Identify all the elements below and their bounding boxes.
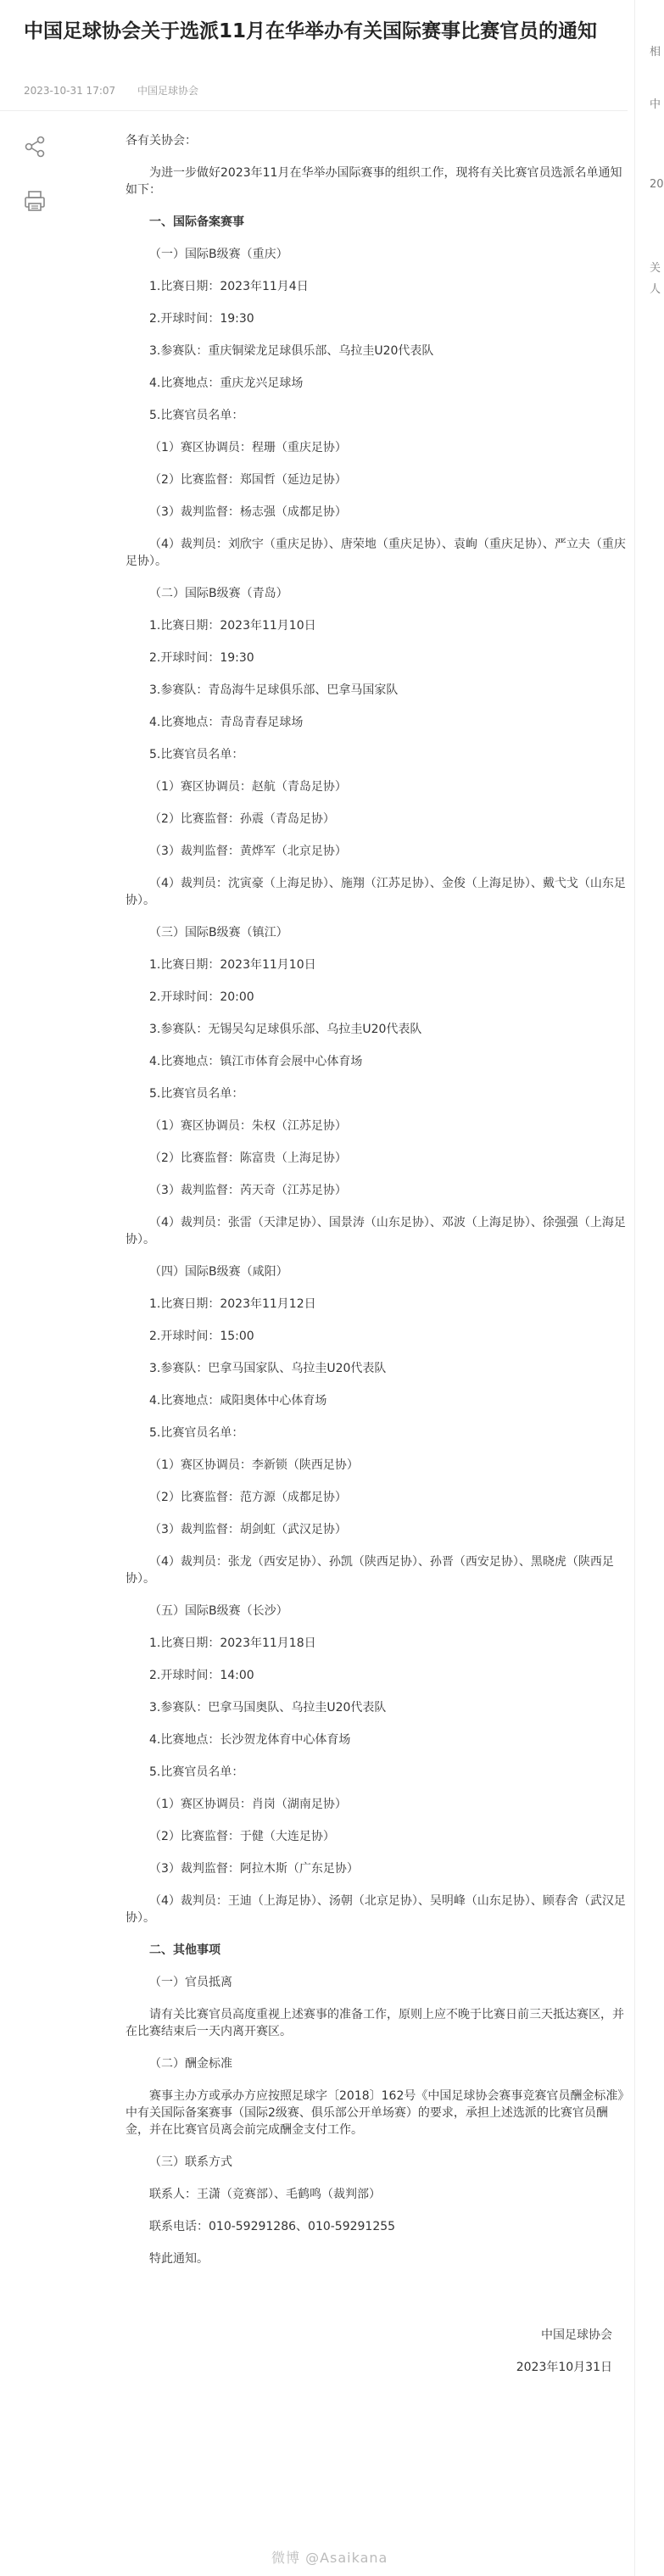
official-line: （1）赛区协调员：肖岗（湖南足协）	[149, 1798, 347, 1811]
match-detail: 1.比赛日期：2023年11月10日	[149, 958, 316, 972]
match-detail: 2.开球时间：19:30	[149, 312, 254, 326]
share-icon[interactable]	[22, 134, 47, 159]
sidebar-text[interactable]: 关	[650, 262, 661, 275]
official-line: （2）比赛监督：郑国哲（延边足协）	[149, 473, 347, 487]
match-detail: 5.比赛官员名单：	[149, 748, 244, 761]
sidebar-text[interactable]: 中	[650, 98, 661, 111]
subsection-heading: （二）酬金标准	[149, 2057, 232, 2071]
sidebar-text[interactable]: 20	[650, 178, 664, 191]
match-detail: 2.开球时间：19:30	[149, 651, 254, 665]
official-line: （4）裁判员：张雷（天津足协）、国景涛（山东足协）、邓波（上海足协）、徐强强（上海足协）。	[126, 1216, 626, 1246]
match-heading: （五）国际B级赛（长沙）	[149, 1604, 288, 1618]
article-title: 中国足球协会关于选派11月在华举办有关国际赛事比赛官员的通知	[24, 20, 598, 42]
match-detail: 5.比赛官员名单：	[149, 409, 244, 422]
match-detail: 2.开球时间：14:00	[149, 1669, 254, 1682]
official-line: （1）赛区协调员：程珊（重庆足协）	[149, 441, 347, 454]
article-meta	[24, 83, 217, 98]
match-heading: （四）国际B级赛（咸阳）	[149, 1265, 288, 1279]
official-line: （3）裁判监督：阿拉木斯（广东足协）	[149, 1862, 359, 1876]
contact-phone: 联系电话：010-59291286、010-59291255	[149, 2220, 396, 2233]
article-source[interactable]: 中国足球协会	[137, 85, 198, 97]
greeting: 各有关协会：	[126, 134, 197, 148]
official-line: （2）比赛监督：范方源（成都足协）	[149, 1491, 347, 1504]
section-heading: 一、国际备案赛事	[149, 215, 244, 229]
match-detail: 1.比赛日期：2023年11月12日	[149, 1297, 316, 1311]
match-detail: 4.比赛地点：咸阳奥体中心体育场	[149, 1394, 327, 1408]
signature-date: 2023年10月31日	[516, 2361, 612, 2374]
match-detail: 3.参赛队：重庆铜梁龙足球俱乐部、乌拉圭U20代表队	[149, 344, 434, 358]
signature: 中国足球协会	[541, 2328, 612, 2342]
official-line: （3）裁判监督：黄烨军（北京足协）	[149, 845, 347, 858]
publish-date: 2023-10-31 17:07	[24, 85, 116, 97]
match-detail: 1.比赛日期：2023年11月10日	[149, 619, 316, 633]
official-line: （1）赛区协调员：赵航（青岛足协）	[149, 780, 347, 794]
sidebar-text[interactable]: 人	[650, 283, 661, 296]
official-line: （4）裁判员：张龙（西安足协）、孙凯（陕西足协）、孙晋（西安足协）、黑晓虎（陕西足协）。	[126, 1555, 614, 1586]
official-line: （3）裁判监督：胡剑虹（武汉足协）	[149, 1523, 347, 1536]
related-sidebar	[634, 0, 662, 2576]
subsection-heading: （三）联系方式	[149, 2155, 232, 2169]
match-detail: 4.比赛地点：镇江市体育会展中心体育场	[149, 1055, 363, 1068]
weibo-watermark: 微博 @Asaikana	[271, 2550, 388, 2566]
sidebar-text[interactable]: 相	[650, 46, 661, 59]
match-detail: 4.比赛地点：重庆龙兴足球场	[149, 376, 304, 390]
intro-paragraph: 为进一步做好2023年11月在华举办国际赛事的组织工作，现将有关比赛官员选派名单通知如下：	[126, 166, 622, 197]
match-detail: 4.比赛地点：长沙贺龙体育中心体育场	[149, 1733, 351, 1747]
match-detail: 2.开球时间：15:00	[149, 1330, 254, 1343]
match-heading: （一）国际B级赛（重庆）	[149, 248, 288, 261]
match-detail: 5.比赛官员名单：	[149, 1087, 244, 1101]
official-line: （1）赛区协调员：李新锁（陕西足协）	[149, 1458, 359, 1472]
match-detail: 5.比赛官员名单：	[149, 1426, 244, 1440]
fee-paragraph: 赛事主办方或承办方应按照足球字〔2018〕162号《中国足球协会赛事竞赛官员酬金标准》中有关国际备案赛事（国际2级赛、俱乐部公开单场赛）的要求，承担上述选派的比赛官员酬金，并在比赛官员离会前完成酬金支付工作。	[126, 2089, 624, 2137]
match-detail: 3.参赛队：巴拿马国奥队、乌拉圭U20代表队	[149, 1701, 387, 1715]
contact-person: 联系人：王潇（竞赛部）、毛鹤鸣（裁判部）	[149, 2188, 381, 2201]
match-detail: 3.参赛队：无锡吴勾足球俱乐部、乌拉圭U20代表队	[149, 1023, 422, 1036]
official-line: （4）裁判员：沈寅豪（上海足协）、施翔（江苏足协）、金俊（上海足协）、戴弋戈（山东足协）。	[126, 877, 626, 907]
match-detail: 1.比赛日期：2023年11月4日	[149, 280, 309, 293]
official-line: （2）比赛监督：于健（大连足协）	[149, 1830, 335, 1843]
official-line: （4）裁判员：王迪（上海足协）、汤朝（北京足协）、吴明峰（山东足协）、顾春舍（武汉足协）。	[126, 1894, 626, 1925]
closing-line: 特此通知。	[149, 2252, 209, 2266]
match-detail: 2.开球时间：20:00	[149, 990, 254, 1004]
official-line: （3）裁判监督：芮天奇（江苏足协）	[149, 1184, 347, 1197]
official-line: （1）赛区协调员：朱权（江苏足协）	[149, 1119, 347, 1133]
official-line: （3）裁判监督：杨志强（成都足协）	[149, 505, 347, 519]
print-icon[interactable]	[22, 188, 47, 214]
official-line: （2）比赛监督：陈富贵（上海足协）	[149, 1151, 347, 1165]
arrival-paragraph: 请有关比赛官员高度重视上述赛事的准备工作，原则上应不晚于比赛日前三天抵达赛区，并在比赛结束后一天内离开赛区。	[126, 2008, 624, 2038]
article-body	[126, 132, 626, 2391]
title-divider	[0, 110, 628, 111]
match-detail: 1.比赛日期：2023年11月18日	[149, 1636, 316, 1650]
official-line: （4）裁判员：刘欣宇（重庆足协）、唐荣地（重庆足协）、袁峋（重庆足协）、严立夫（重庆足协）。	[126, 538, 626, 568]
subsection-heading: （一）官员抵离	[149, 1976, 232, 1989]
match-detail: 4.比赛地点：青岛青春足球场	[149, 716, 304, 729]
match-detail: 5.比赛官员名单：	[149, 1765, 244, 1779]
match-detail: 3.参赛队：巴拿马国家队、乌拉圭U20代表队	[149, 1362, 387, 1375]
official-line: （2）比赛监督：孙震（青岛足协）	[149, 812, 335, 826]
section-heading: 二、其他事项	[149, 1943, 220, 1957]
match-heading: （三）国际B级赛（镇江）	[149, 926, 288, 940]
match-detail: 3.参赛队：青岛海牛足球俱乐部、巴拿马国家队	[149, 683, 399, 697]
match-heading: （二）国际B级赛（青岛）	[149, 587, 288, 600]
